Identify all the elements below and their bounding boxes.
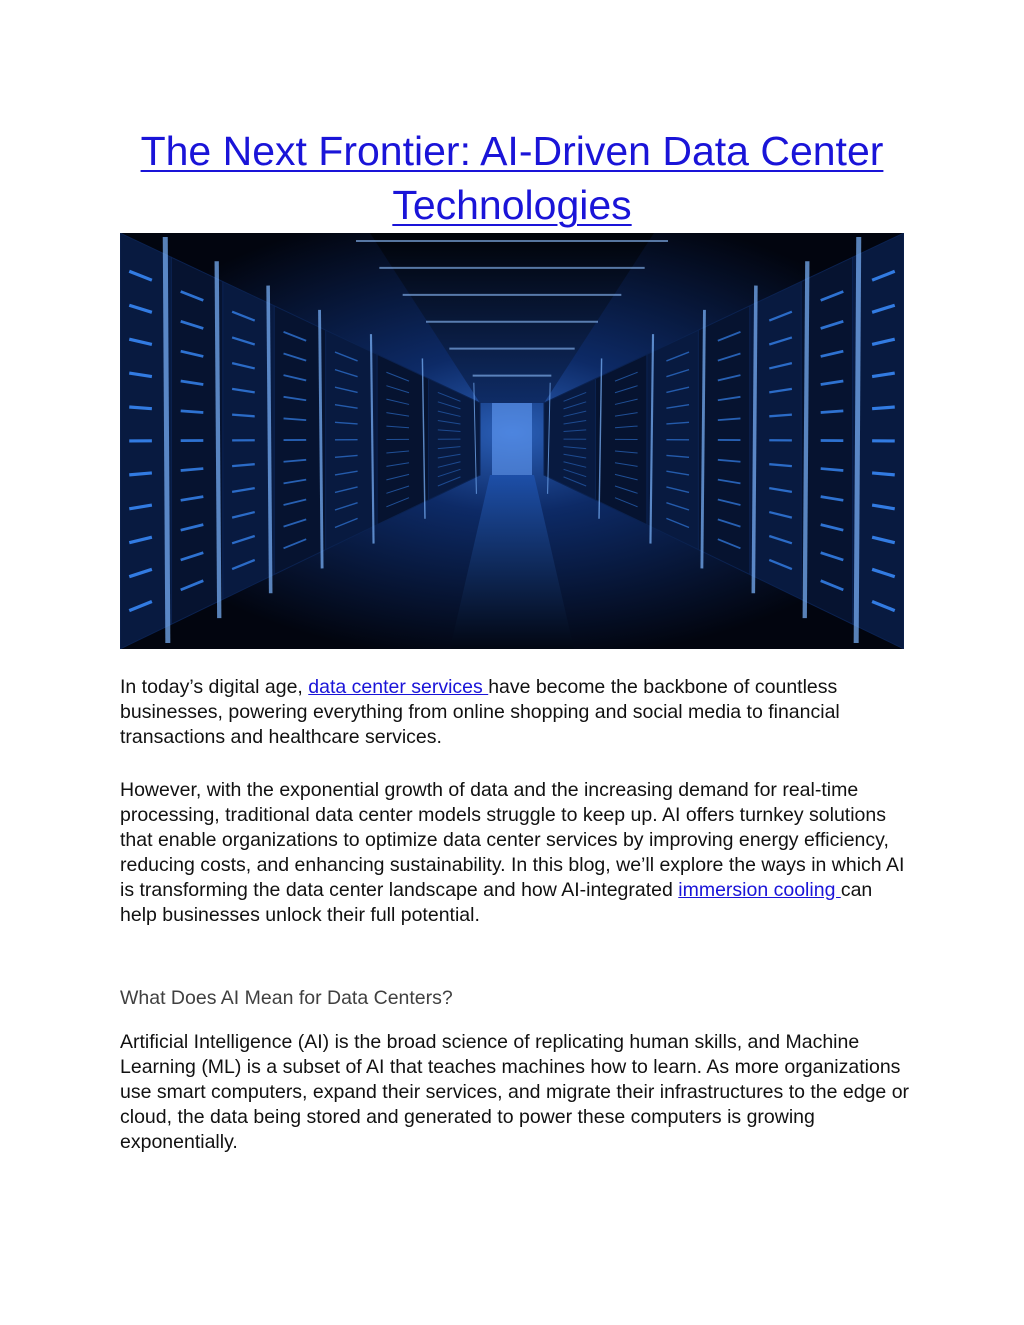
light-strip [217,261,220,618]
rack-led [872,407,895,409]
server-corridor-illustration [120,233,904,649]
body-paragraph-3: Artificial Intelligence (AI) is the broad science of replicating human skills, and Machine Learning (ML) is a subset of AI that teaches machines how to learn. As more organizations use smart computers, expand their services, and migrate their infrastructures to the edge or cloud, the data being stored and generated to power these computers is growing exponentially. [120,1031,910,1153]
rack-led [872,473,895,475]
intro-text-start: In today’s digital age, [120,676,309,698]
section-heading: What Does AI Mean for Data Centers? [120,987,453,1009]
rack-led [821,469,844,471]
light-strip [165,237,168,643]
para2-text-start: However, with the exponential growth of data and the increasing demand for real-time processing, traditional data center models struggle to keep up. AI offers turnkey solutions that enable organizations to optimize data center services by improving energy efficiency, reducing costs, and enhancing sustainability. In this blog, we’ll explore the ways in which AI is transforming the data center landscape and how AI-integrated [120,779,905,901]
light-strip [805,261,808,618]
para2-text-end: can help businesses unlock their full potential. [120,879,873,926]
rack-led [181,469,204,471]
light-strip [856,237,859,643]
intro-text-end: have become the backbone of countless businesses, powering everything from online shopping and social media to financial transactions and healthcare services. [120,676,840,748]
rack-led [129,407,152,409]
intro-paragraph [120,675,910,750]
rack-led [821,411,844,413]
page-title [100,124,924,232]
body-paragraph-2 [120,778,910,928]
data-center-services-link[interactable]: data center services [308,676,489,698]
rack-led [129,473,152,475]
hero-image [120,233,904,649]
title-link[interactable]: The Next Frontier: AI-Driven Data Center Technologies [140,128,884,228]
rack-led [181,411,204,413]
immersion-cooling-link[interactable]: immersion cooling [678,879,841,901]
